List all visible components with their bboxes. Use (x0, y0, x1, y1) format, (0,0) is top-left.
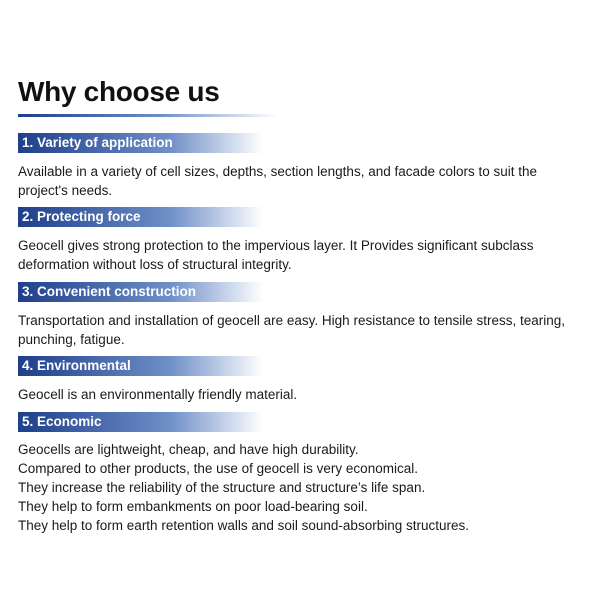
economic-line: They increase the reliability of the structure and structure’s life span. (18, 480, 426, 495)
page-title: Why choose us (18, 76, 220, 107)
section-body-variety: Available in a variety of cell sizes, depths, section lengths, and facade colors to suit the project's needs. (18, 164, 538, 198)
economic-line: Geocells are lightweight, cheap, and have high durability. (18, 442, 359, 457)
section-header-environmental: 4. Environmental (18, 356, 263, 376)
economic-line: They help to form earth retention walls and soil sound-absorbing structures. (18, 518, 469, 533)
section-body-convenient-construction: Transportation and installation of geocell are easy. High resistance to tensile stress, tearing, punching, fatigue. (18, 313, 566, 347)
section-body-economic (18, 440, 583, 535)
economic-line: Compared to other products, the use of geocell is very economical. (18, 461, 418, 476)
title-underline (18, 114, 278, 117)
section-header-convenient-construction: 3. Convenient construction (18, 282, 263, 302)
section-header-economic: 5. Economic (18, 412, 263, 432)
section-header-variety: 1. Variety of application (18, 133, 263, 153)
section-header-protecting-force: 2. Protecting force (18, 207, 263, 227)
economic-line: They help to form embankments on poor load-bearing soil. (18, 499, 368, 514)
section-body-protecting-force: Geocell gives strong protection to the impervious layer. It Provides significant subclass deformation without loss of structural integrity. (18, 238, 534, 272)
section-body-environmental: Geocell is an environmentally friendly material. (18, 387, 298, 402)
